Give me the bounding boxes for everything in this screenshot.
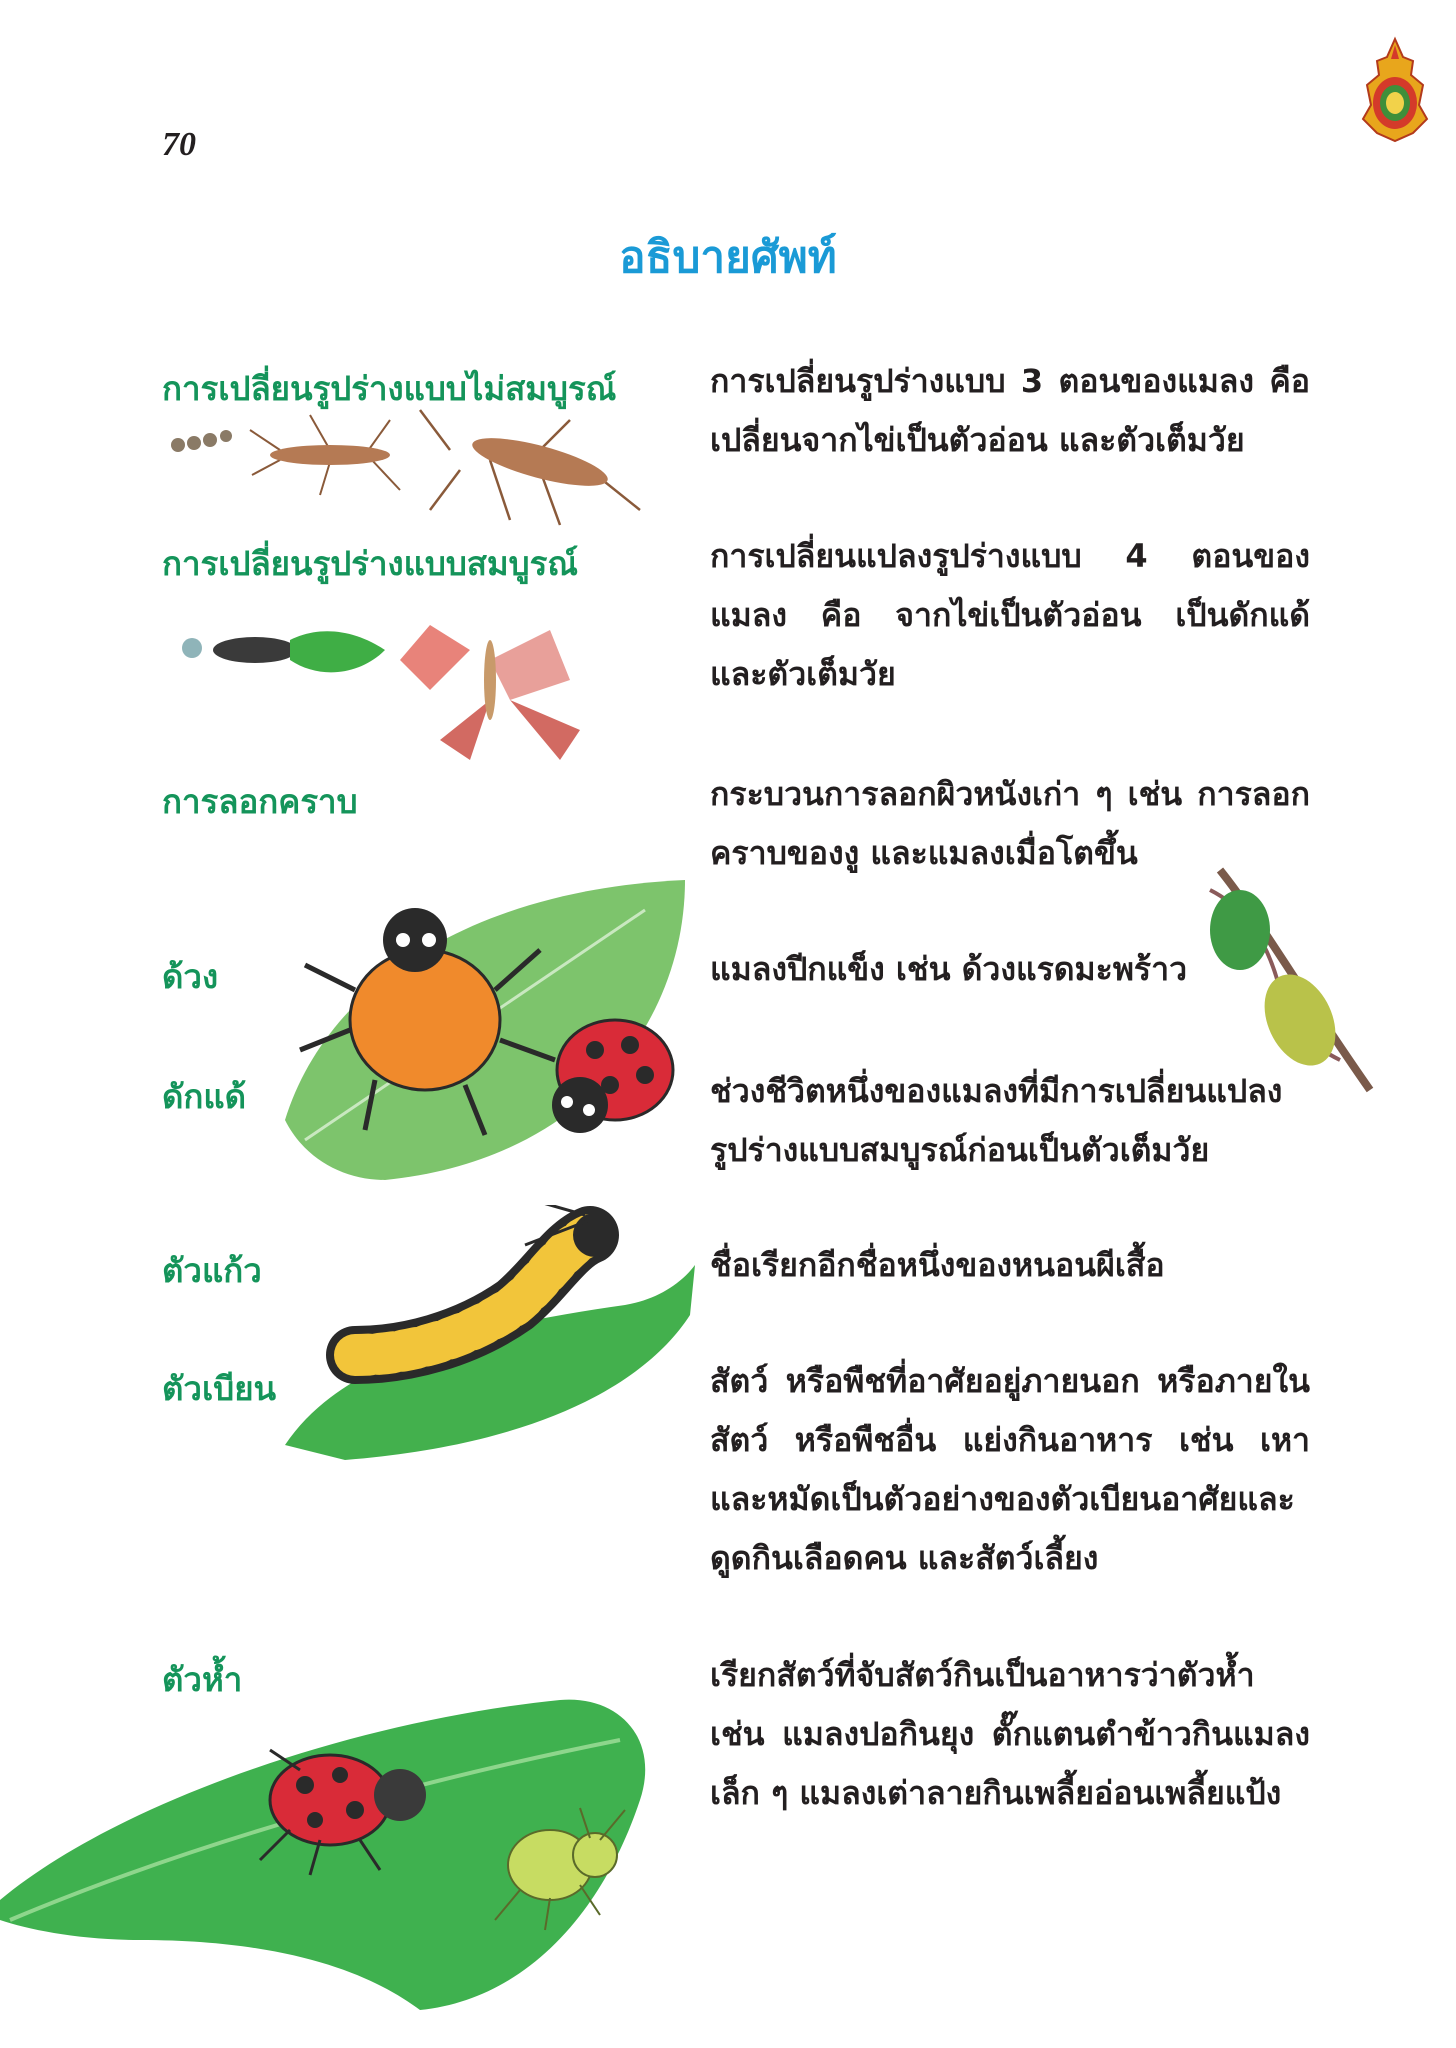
term-complete-metamorphosis: การเปลี่ยนรูปร่างแบบสมบูรณ์ (162, 544, 578, 583)
page-number: 70 (162, 126, 196, 163)
beetle-ladybug-leaf-illustration (265, 870, 725, 1190)
definition-beetle: แมลงปีกแข็ง เช่น ด้วงแรดมะพร้าว (710, 950, 1188, 988)
definition-pupa: ช่วงชีวิตหนึ่งของแมลงที่มีการเปลี่ยนแปลงรูปร่างแบบสมบูรณ์ก่อนเป็นตัวเต็มวัย (710, 1072, 1283, 1169)
term-predator: ตัวห้ำ (162, 1660, 243, 1699)
term-parasite: ตัวเบียน (162, 1369, 277, 1408)
ladybug-aphid-leaf-illustration (0, 1680, 700, 2020)
definition-molting: กระบวนการลอกผิวหนังเก่า ๆ เช่น การลอกคราบของงู และแมลงเมื่อโตขึ้น (710, 775, 1310, 872)
incomplete-metamorphosis-illustration (160, 400, 660, 530)
page-title: อธิบายศัพท์ (619, 232, 837, 283)
term-molting: การลอกคราบ (162, 782, 358, 821)
term-beetle: ด้วง (162, 957, 219, 996)
term-pupa: ดักแด้ (162, 1077, 247, 1116)
complete-metamorphosis-illustration (170, 620, 640, 770)
definition-complete-metamorphosis: การเปลี่ยนแปลงรูปร่างแบบ 4 ตอนของแมลง คือ จากไข่เป็นตัวอ่อน เป็นดักแด้ และตัวเต็มวัย (710, 537, 1310, 693)
definition-caterpillar: ชื่อเรียกอีกชื่อหนึ่งของหนอนผีเสื้อ (710, 1246, 1165, 1284)
definition-predator: เรียกสัตว์ที่จับสัตว์กินเป็นอาหารว่าตัวห้ำ เช่น แมลงปอกินยุง ตั๊กแตนตำข้าวกินแมลงเล็ก ๆ แมลงเต่าลายกินเพลี้ยอ่อนเพลี้ยแป้ง (710, 1656, 1310, 1812)
term-caterpillar: ตัวแก้ว (162, 1251, 262, 1290)
definition-incomplete-metamorphosis: การเปลี่ยนรูปร่างแบบ 3 ตอนของแมลง คือ เปลี่ยนจากไข่เป็นตัวอ่อน และตัวเต็มวัย (710, 362, 1310, 459)
ministry-emblem-icon (1355, 35, 1435, 145)
caterpillar-leaf-illustration (285, 1205, 705, 1465)
definition-parasite: สัตว์ หรือพืชที่อาศัยอยู่ภายนอก หรือภายในสัตว์ หรือพืชอื่น แย่งกินอาหาร เช่น เหา และหมัดเป็นตัวอย่างของตัวเบียนอาศัยและดูดกินเลือดคน และสัตว์เลี้ยง (710, 1362, 1310, 1577)
term-incomplete-metamorphosis: การเปลี่ยนรูปร่างแบบไม่สมบูรณ์ (162, 369, 617, 408)
